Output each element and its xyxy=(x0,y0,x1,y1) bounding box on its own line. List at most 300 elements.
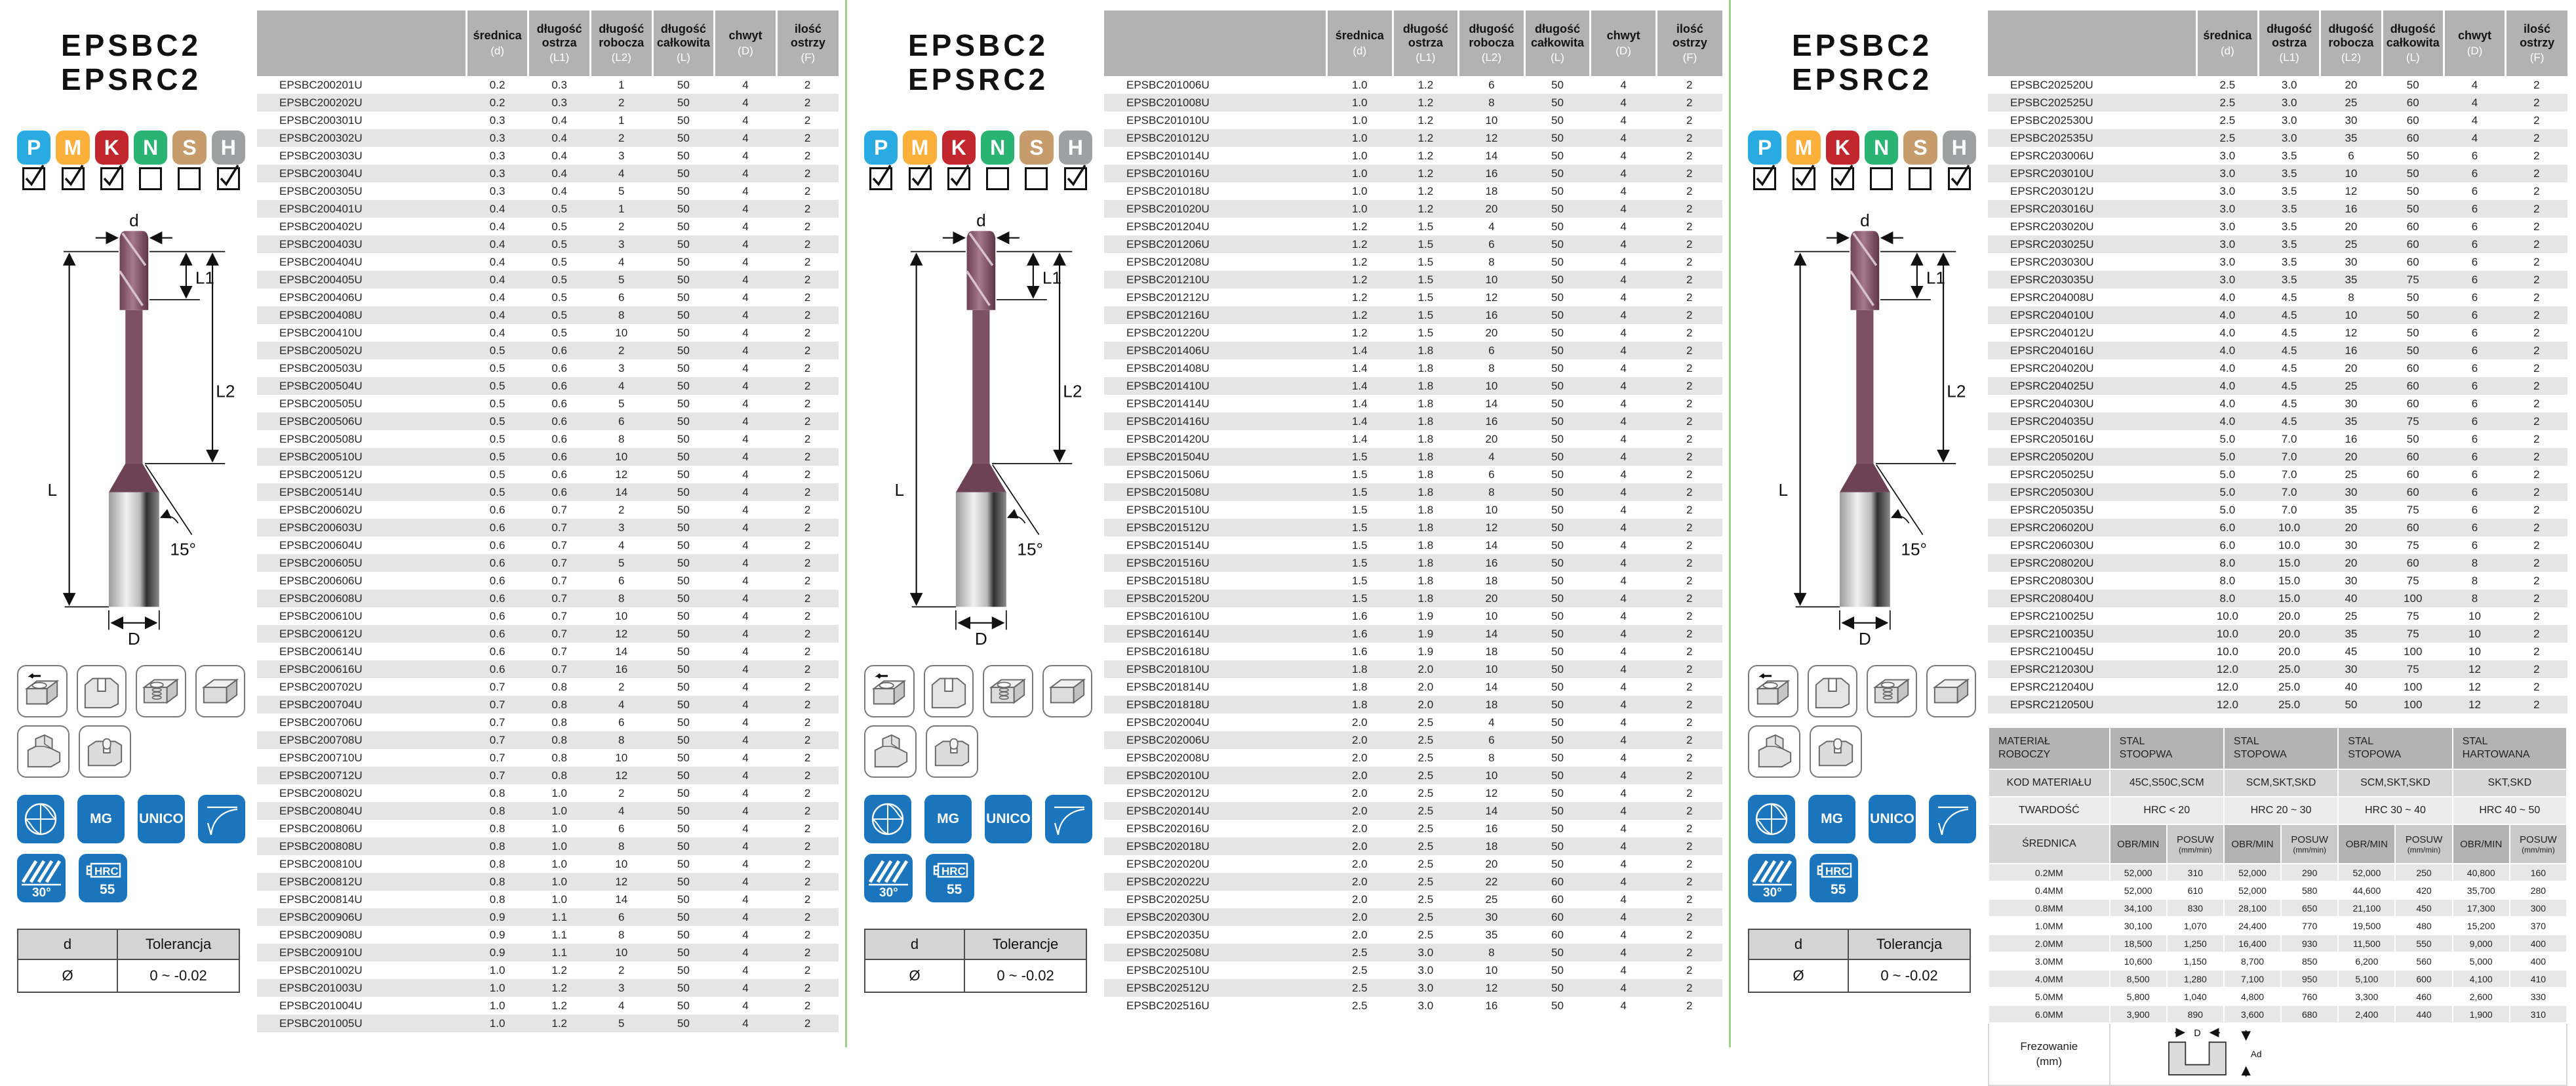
spec-value: 0.4 xyxy=(489,326,505,339)
material-checkbox-s[interactable] xyxy=(1025,167,1048,190)
spec-value: 1.0 xyxy=(466,979,528,997)
part-number: EPSBC202535U xyxy=(1988,129,2196,147)
params-value: 4,100 xyxy=(2453,970,2510,988)
spec-table-body xyxy=(1988,76,2567,714)
spec-value: 12.0 xyxy=(2216,680,2238,693)
spec-value: 20.0 xyxy=(2259,625,2320,643)
spec-value: 4 xyxy=(742,857,749,870)
spec-value: 2 xyxy=(804,786,811,799)
material-checkbox-n[interactable] xyxy=(986,167,1009,190)
spec-row xyxy=(257,590,839,607)
spec-value: 1.2 xyxy=(528,1015,591,1032)
helix-angle-icon xyxy=(864,854,913,902)
spec-value: 1.6 xyxy=(1351,645,1368,658)
params-value: 19,500 xyxy=(2338,917,2395,935)
spec-value: 6 xyxy=(2471,503,2478,516)
spec-value: 1.8 xyxy=(1393,448,1459,466)
spec-value: 1.8 xyxy=(1351,680,1368,693)
part-number: EPSBC201514U xyxy=(1126,538,1210,552)
material-checkbox-wrap xyxy=(1903,167,1937,190)
spec-value: 6 xyxy=(2444,200,2505,218)
spec-value: 20 xyxy=(2345,78,2358,91)
spec-row xyxy=(257,165,839,182)
spec-value: 2 xyxy=(1686,149,1693,162)
material-checkbox-p[interactable] xyxy=(1753,167,1776,190)
spec-value: 4 xyxy=(1591,412,1657,430)
spec-table xyxy=(1988,10,2567,714)
spec-value: 50 xyxy=(677,963,690,976)
spec-value: 2.0 xyxy=(1351,786,1368,799)
spec-value: 4.0 xyxy=(2219,361,2236,374)
spec-value: 2 xyxy=(1656,483,1722,501)
part-number: EPSBC201510U xyxy=(1126,503,1210,516)
spec-row xyxy=(1104,165,1722,182)
params-value: 4,800 xyxy=(2224,988,2281,1005)
params-data-row xyxy=(1989,952,2567,970)
spec-value: 1.1 xyxy=(528,908,591,926)
part-number: EPSBC201014U xyxy=(1126,149,1210,162)
spec-value: 4 xyxy=(1591,306,1657,324)
spec-value: 100 xyxy=(2382,590,2444,607)
spec-value: 3.5 xyxy=(2281,149,2297,162)
part-number: EPSBC200202U xyxy=(257,94,466,111)
material-chips xyxy=(864,131,1092,165)
params-feed-header xyxy=(2281,824,2338,864)
spec-value: 50 xyxy=(1551,999,1564,1012)
spec-row xyxy=(1104,855,1722,873)
spec-value: 3.0 xyxy=(2219,149,2236,162)
material-chip-h: H xyxy=(212,131,245,165)
material-checkbox-h[interactable] xyxy=(1948,167,1971,190)
params-value: 650 xyxy=(2281,899,2338,917)
spec-row xyxy=(1104,554,1722,572)
spec-value: 6 xyxy=(2471,255,2478,268)
spec-value: 50 xyxy=(652,731,715,749)
spec-value: 2 xyxy=(2533,113,2540,127)
spec-value: 50 xyxy=(2406,78,2419,91)
params-code-label: KOD MATERIAŁU xyxy=(1989,769,2110,797)
params-value: 44,600 xyxy=(2338,881,2395,899)
spec-value: 0.4 xyxy=(466,200,528,218)
spec-value: 1.8 xyxy=(1393,412,1459,430)
spec-value: 4 xyxy=(1620,113,1627,127)
col-header-label: długość robocza xyxy=(2328,22,2374,49)
col-header-partnumber xyxy=(1988,10,2196,76)
spec-value: 50 xyxy=(652,519,715,536)
panel-right-column xyxy=(1098,0,1729,1047)
spec-value: 14 xyxy=(615,893,628,906)
spec-value: 2 xyxy=(804,963,811,976)
spec-value: 2 xyxy=(618,503,625,516)
spec-value: 1.8 xyxy=(1417,468,1434,481)
spec-value: 60 xyxy=(2406,255,2419,268)
material-checkbox-k[interactable] xyxy=(100,167,123,190)
spec-value: 6 xyxy=(2444,306,2505,324)
spec-value: 25.0 xyxy=(2278,680,2301,693)
spec-value: 16 xyxy=(1485,999,1498,1012)
spec-value: 2 xyxy=(2506,165,2567,182)
spec-value: 2 xyxy=(776,271,839,289)
spec-row xyxy=(1104,714,1722,731)
spec-value: 4 xyxy=(1591,625,1657,643)
params-value: 34,100 xyxy=(2110,899,2167,917)
spec-value: 2 xyxy=(1686,255,1693,268)
tool-taper xyxy=(956,464,1006,493)
spec-value: 2.5 xyxy=(1417,715,1434,729)
spec-value: 16 xyxy=(1459,554,1525,572)
spec-value: 2.5 xyxy=(1393,767,1459,784)
spec-value: 50 xyxy=(677,893,690,906)
spec-value: 50 xyxy=(652,200,715,218)
material-checkbox-n[interactable] xyxy=(1870,167,1893,190)
material-checkbox-m[interactable] xyxy=(62,167,85,190)
spec-value: 0.6 xyxy=(528,342,591,359)
spec-value: 2 xyxy=(1686,786,1693,799)
params-code-row xyxy=(1989,769,2567,797)
spec-value: 0.7 xyxy=(551,574,567,587)
spec-value: 4 xyxy=(1591,483,1657,501)
tool-shank xyxy=(956,493,1006,607)
spec-value: 1.0 xyxy=(551,893,567,906)
spec-value: 4 xyxy=(1591,660,1657,678)
product-series-line1: EPSBC2 xyxy=(1791,28,1933,62)
feature-icon-row-1 xyxy=(1748,795,1976,843)
spec-value: 2 xyxy=(1686,715,1693,729)
spec-value: 4 xyxy=(590,377,652,395)
spec-value: 50 xyxy=(1551,963,1564,976)
material-chip-m: M xyxy=(1787,131,1820,165)
spec-value: 2 xyxy=(776,342,839,359)
spec-value: 2 xyxy=(776,412,839,430)
spec-value: 50 xyxy=(677,113,690,127)
spec-value: 6 xyxy=(2471,361,2478,374)
spec-row xyxy=(1988,395,2567,412)
spec-value: 4 xyxy=(1620,822,1627,835)
spec-value: 3.0 xyxy=(1393,979,1459,997)
spec-value: 10 xyxy=(1459,271,1525,289)
spec-value: 4 xyxy=(1591,767,1657,784)
spec-row xyxy=(257,253,839,271)
spec-row xyxy=(257,961,839,979)
spec-value: 50 xyxy=(677,645,690,658)
spec-value: 3 xyxy=(618,361,625,374)
spec-row xyxy=(1104,944,1722,961)
spec-value: 50 xyxy=(677,680,690,693)
spec-value: 7.0 xyxy=(2281,432,2297,445)
spec-value: 40 xyxy=(2345,680,2358,693)
spec-row xyxy=(257,837,839,855)
material-checkbox-m[interactable] xyxy=(909,167,932,190)
spec-value: 20 xyxy=(1485,326,1498,339)
spec-value: 8.0 xyxy=(2219,574,2236,587)
spec-value: 10 xyxy=(2468,645,2481,658)
params-value: 330 xyxy=(2510,988,2567,1005)
spec-row xyxy=(257,324,839,342)
spec-value: 4 xyxy=(1620,715,1627,729)
spec-value: 4 xyxy=(1591,979,1657,997)
corner-radius-icon xyxy=(1929,795,1976,843)
part-number: EPSBC202012U xyxy=(1126,786,1210,799)
spec-value: 8 xyxy=(1459,944,1525,961)
params-value: 770 xyxy=(2281,917,2338,935)
spec-value: 1.8 xyxy=(1393,342,1459,359)
spec-row xyxy=(1104,94,1722,111)
col-header-label: długość całkowita xyxy=(2386,22,2440,49)
spec-value: 2 xyxy=(804,609,811,622)
spec-value: 2 xyxy=(2506,412,2567,430)
part-number: EPSBC201204U xyxy=(1126,220,1210,233)
spec-value: 3.0 xyxy=(1417,963,1434,976)
spec-value: 2 xyxy=(1686,928,1693,941)
col-header-partnumber xyxy=(1104,10,1326,76)
spec-value: 2 xyxy=(776,731,839,749)
spec-row xyxy=(1988,182,2567,200)
spec-value: 2 xyxy=(804,574,811,587)
spec-value: 25 xyxy=(1485,893,1498,906)
spec-value: 2 xyxy=(776,660,839,678)
spec-value: 50 xyxy=(652,696,715,714)
material-checkbox-s[interactable] xyxy=(178,167,201,190)
part-number: EPSBC202030U xyxy=(1104,908,1326,926)
spec-value: 2.5 xyxy=(1351,963,1368,976)
spec-value: 2.5 xyxy=(1417,928,1434,941)
spec-row xyxy=(1104,253,1722,271)
spec-row xyxy=(1988,342,2567,359)
material-checkbox-k[interactable] xyxy=(947,167,970,190)
col-header-partnumber xyxy=(257,10,466,76)
col-header-symbol: (F) xyxy=(1682,51,1697,64)
part-number: EPSBC201516U xyxy=(1104,554,1326,572)
spec-value: 0.8 xyxy=(489,857,505,870)
spec-value: 2 xyxy=(2533,397,2540,410)
col-header-label: średnica xyxy=(473,29,522,43)
spec-value: 8 xyxy=(590,731,652,749)
spec-value: 50 xyxy=(1551,397,1564,410)
part-number: EPSBC200401U xyxy=(257,200,466,218)
spec-value: 6 xyxy=(1459,731,1525,749)
spec-row xyxy=(1104,235,1722,253)
spec-value: 2 xyxy=(2506,590,2567,607)
col-header-symbol: (L1) xyxy=(549,51,570,64)
spec-value: 1.8 xyxy=(1417,574,1434,587)
spec-value: 2 xyxy=(1656,696,1722,714)
spec-value: 3.0 xyxy=(2281,113,2297,127)
spec-value: 2 xyxy=(1686,503,1693,516)
pocket-milling-icon xyxy=(17,665,68,717)
spec-value: 45 xyxy=(2345,645,2358,658)
part-number: EPSBC201408U xyxy=(1126,361,1210,374)
spec-value: 1.0 xyxy=(1326,94,1393,111)
spec-value: 50 xyxy=(677,609,690,622)
spec-value: 50 xyxy=(677,220,690,233)
spec-row xyxy=(1104,306,1722,324)
spec-value: 12 xyxy=(2345,326,2358,339)
params-value: 6,200 xyxy=(2338,952,2395,970)
material-checkbox-m[interactable] xyxy=(1793,167,1815,190)
params-value: 890 xyxy=(2167,1005,2224,1023)
spec-value: 0.7 xyxy=(528,590,591,607)
spec-value: 4.0 xyxy=(2196,342,2258,359)
spec-value: 4.5 xyxy=(2259,306,2320,324)
spec-value: 75 xyxy=(2382,271,2444,289)
spec-value: 2 xyxy=(1656,731,1722,749)
feature-icon-row-1 xyxy=(17,795,245,843)
col-header-l1 xyxy=(1393,10,1459,76)
tolerance-col-label: Tolerancja xyxy=(1848,929,1970,959)
material-chip-m: M xyxy=(903,131,936,165)
spec-value: 50 xyxy=(2406,432,2419,445)
spec-value: 0.2 xyxy=(489,78,505,91)
spec-value: 1.8 xyxy=(1417,432,1434,445)
part-number: EPSBC200514U xyxy=(257,483,466,501)
spec-value: 2 xyxy=(776,448,839,466)
spec-value: 0.6 xyxy=(489,645,505,658)
spec-value: 4 xyxy=(715,448,777,466)
op-icon-row-1 xyxy=(17,665,245,717)
spec-value: 0.7 xyxy=(466,731,528,749)
material-checkbox-s[interactable] xyxy=(1909,167,1932,190)
spec-value: 3.0 xyxy=(2219,184,2236,197)
spec-row xyxy=(257,873,839,891)
spec-value: 6 xyxy=(1459,342,1525,359)
spec-value: 1.2 xyxy=(1393,129,1459,147)
spec-row xyxy=(257,1015,839,1032)
spec-value: 2 xyxy=(1686,963,1693,976)
slot-milling-icon xyxy=(1808,665,1858,717)
params-value: 1,250 xyxy=(2167,935,2224,952)
material-checkbox-n[interactable] xyxy=(139,167,162,190)
spec-value: 50 xyxy=(1524,483,1591,501)
spec-value: 50 xyxy=(1524,731,1591,749)
spec-value: 1.8 xyxy=(1393,519,1459,536)
spec-value: 50 xyxy=(652,660,715,678)
col-header-label: średnica xyxy=(1335,29,1384,43)
spec-value: 1.2 xyxy=(1351,291,1368,304)
part-number: EPSBC201005U xyxy=(257,1015,466,1032)
unico-icon: UNICO xyxy=(985,795,1032,843)
spec-value: 1.2 xyxy=(1417,113,1434,127)
spec-value: 2 xyxy=(804,326,811,339)
spec-value: 2 xyxy=(804,928,811,941)
spec-value: 4 xyxy=(742,361,749,374)
material-checkbox-wrap xyxy=(95,167,129,190)
spec-value: 2 xyxy=(776,625,839,643)
spec-value: 4 xyxy=(715,837,777,855)
material-checkbox-p[interactable] xyxy=(869,167,892,190)
spec-row xyxy=(1104,200,1722,218)
params-value: 5,800 xyxy=(2110,988,2167,1005)
spec-value: 6 xyxy=(2444,519,2505,536)
spec-row xyxy=(1104,147,1722,165)
spec-value: 50 xyxy=(1524,342,1591,359)
params-data-row xyxy=(1989,935,2567,952)
spec-row xyxy=(257,625,839,643)
spec-value: 50 xyxy=(677,326,690,339)
spec-row xyxy=(1104,466,1722,483)
part-number: EPSBC202004U xyxy=(1126,715,1210,729)
params-value: 610 xyxy=(2167,881,2224,899)
spec-value: 16 xyxy=(590,660,652,678)
spec-value: 2 xyxy=(1656,342,1722,359)
spec-value: 0.5 xyxy=(489,432,505,445)
col-header-symbol: (L2) xyxy=(1481,51,1502,64)
spec-value: 4 xyxy=(742,822,749,835)
spec-row xyxy=(1104,607,1722,625)
spec-value: 1.0 xyxy=(489,963,505,976)
spec-value: 25 xyxy=(2345,468,2358,481)
part-number: EPSBC200708U xyxy=(257,731,466,749)
spec-value: 10 xyxy=(2320,165,2382,182)
spec-value: 10 xyxy=(1459,767,1525,784)
material-checkbox-wrap xyxy=(56,167,89,190)
spec-row xyxy=(257,94,839,111)
spec-value: 4 xyxy=(1620,893,1627,906)
spec-value: 14 xyxy=(1485,397,1498,410)
material-checkbox-k[interactable] xyxy=(1831,167,1854,190)
part-number: EPSBC200808U xyxy=(257,837,466,855)
spec-value: 4 xyxy=(715,767,777,784)
spec-value: 1 xyxy=(618,78,625,91)
part-number: EPSBC202035U xyxy=(1126,928,1210,941)
spec-value: 50 xyxy=(677,468,690,481)
material-checkbox-h[interactable] xyxy=(217,167,240,190)
part-number: EPSRC205030U xyxy=(1988,483,2196,501)
params-rpm-header: OBR/MIN xyxy=(2338,824,2395,864)
spec-row xyxy=(1988,430,2567,448)
material-checkbox-p[interactable] xyxy=(22,167,45,190)
params-value: 5,100 xyxy=(2338,970,2395,988)
spec-value: 0.5 xyxy=(528,271,591,289)
spec-value: 1.0 xyxy=(1351,184,1368,197)
spec-value: 4 xyxy=(1591,873,1657,891)
spec-value: 30 xyxy=(2345,574,2358,587)
spec-value: 30 xyxy=(1459,908,1525,926)
spec-value: 8 xyxy=(590,590,652,607)
spec-value: 4 xyxy=(715,944,777,961)
tool-taper xyxy=(109,464,159,493)
part-number: EPSBC201220U xyxy=(1126,326,1210,339)
spec-value: 1.1 xyxy=(551,928,567,941)
spec-value: 20 xyxy=(2320,519,2382,536)
spec-value: 0.3 xyxy=(489,149,505,162)
spec-value: 4 xyxy=(742,609,749,622)
part-number: EPSBC201020U xyxy=(1104,200,1326,218)
spec-value: 3.5 xyxy=(2259,200,2320,218)
params-value: 560 xyxy=(2395,952,2452,970)
spec-value: 50 xyxy=(1524,129,1591,147)
spec-value: 6 xyxy=(2471,538,2478,552)
spec-value: 0.6 xyxy=(489,574,505,587)
spec-value: 3 xyxy=(618,149,625,162)
material-checks xyxy=(1748,167,1976,190)
spec-value: 60 xyxy=(1524,908,1591,926)
spec-value: 0.4 xyxy=(489,255,505,268)
panel-left-column xyxy=(1731,0,1981,1047)
op-icon-row-1 xyxy=(1748,665,1976,717)
spec-value: 4 xyxy=(1620,220,1627,233)
spec-value: 0.5 xyxy=(489,397,505,410)
material-checkbox-h[interactable] xyxy=(1064,167,1087,190)
spec-value: 2 xyxy=(1686,184,1693,197)
spec-value: 50 xyxy=(677,715,690,729)
spec-value: 50 xyxy=(1524,377,1591,395)
spec-value: 0.3 xyxy=(528,94,591,111)
spec-value: 12 xyxy=(1459,519,1525,536)
spec-value: 50 xyxy=(1551,786,1564,799)
spec-value: 2 xyxy=(776,554,839,572)
spec-value: 50 xyxy=(677,184,690,197)
spec-value: 7.0 xyxy=(2281,503,2297,516)
